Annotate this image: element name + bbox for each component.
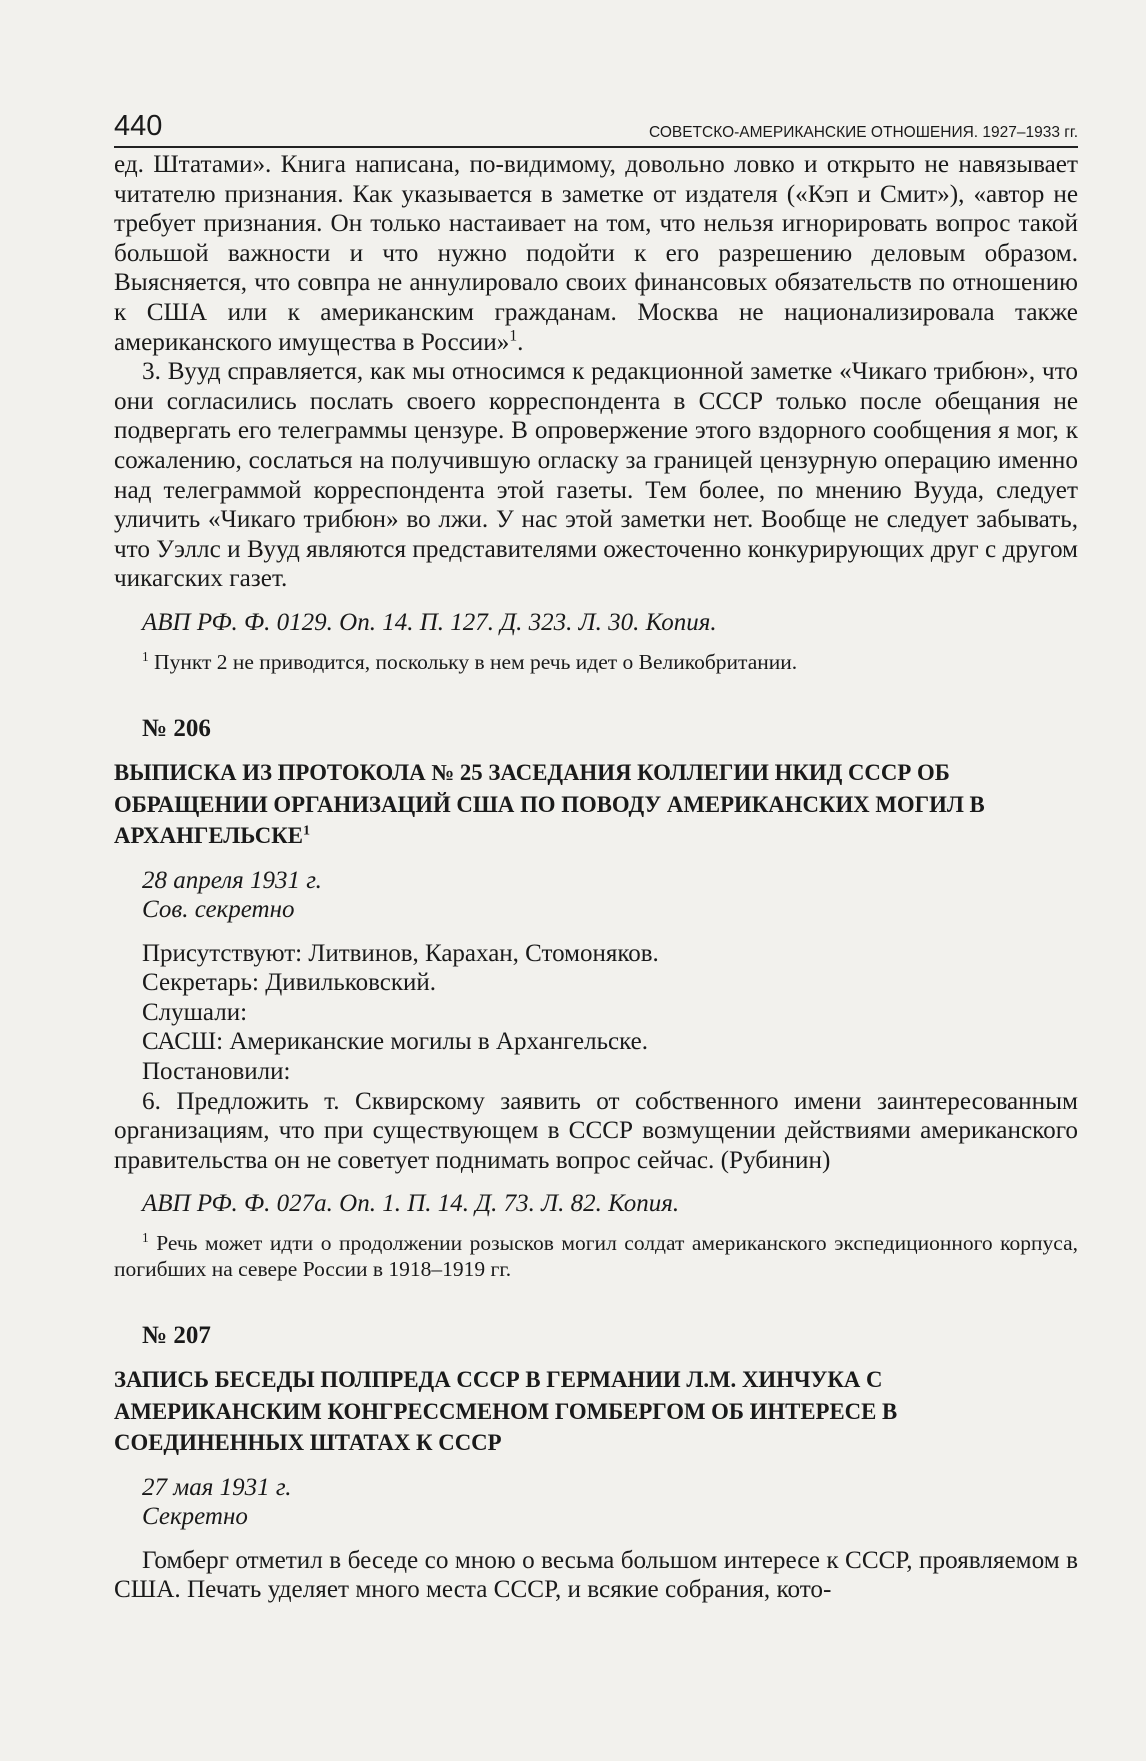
document-date-206: 28 апреля 1931 г. [142, 866, 322, 894]
resolution-text: 6. Предложить т. Сквирскому заявить от собственного имени заинтересованным организациям, что при существующем в СССР возмущении действиями американского правительства он не советует поднимать вопрос сейчас. (Рубинин) [114, 1087, 1078, 1174]
document-number-206: № 206 [142, 715, 211, 742]
classification-206: Сов. секретно [142, 896, 295, 924]
doc207-paragraph-1: Гомберг отметил в беседе со мною о весьма большом интересе к СССР, проявляемом в США. Печать уделяет много места СССР, и всякие собрания, кото- [114, 1546, 1078, 1604]
page-number: 440 [114, 110, 163, 142]
present-line: Присутствуют: Литвинов, Карахан, Стомоняков. [142, 939, 659, 967]
heard-item: САСШ: Американские могилы в Архангельске. [142, 1028, 648, 1056]
footnote: $^1$ Речь может идти о продолжении розысков могил солдат американского экспедиционного корпуса, погибших на севере России в 1918–1919 гг. [114, 1229, 1078, 1281]
archive-reference: АВП РФ. Ф. 027а. Оп. 1. П. 14. Д. 73. Л. 82. Копия. [142, 1190, 680, 1218]
intro-paragraph-1: ед. Штатами». Книга написана, по-видимому, довольно ловко и открыто не навязывает читателю признания. Как указывается в заметке от издателя («Кэп и Смит»), «автор не требует признания. Он только настаивает на том, что нельзя игнорировать вопрос такой большой важности и что нужно подойти к его разрешению деловым образом. Выясняется, что совпра не аннулировало своих финансовых обязательств по отношению к США или к американским гражданам. Москва не национализировала также американского имущества в России»$^1$. [114, 151, 1078, 356]
secretary-line: Секретарь: Дивильковский. [142, 969, 437, 997]
archive-reference: АВП РФ. Ф. 0129. Оп. 14. П. 127. Д. 323. Л. 30. Копия. [142, 608, 717, 636]
footnote-mark: 1 [142, 648, 149, 664]
footnote-mark: 1 [142, 1229, 149, 1245]
footnote-ref: 1 [302, 822, 310, 839]
document-title-206: ВЫПИСКА ИЗ ПРОТОКОЛА № 25 ЗАСЕДАНИЯ КОЛЛЕГИИ НКИД СССР ОБ ОБРАЩЕНИИ ОРГАНИЗАЦИЙ США ПО ПОВОДУ АМЕРИКАНСКИХ МОГИЛ В АРХАНГЕЛЬСКЕ$^1$ [114, 760, 985, 848]
running-title: СОВЕТСКО-АМЕРИКАНСКИЕ ОТНОШЕНИЯ. 1927–1933 гг. [648, 124, 1078, 141]
page-content [114, 150, 1078, 1605]
intro-paragraph-2: 3. Вууд справляется, как мы относимся к редакционной заметке «Чикаго трибюн», что они согласились послать своего корреспондента в СССР только после обещания не подвергать его телеграммы цензуре. В опровержение этого вздорного сообщения я мог, к сожалению, сослаться на получившую огласку за границей цензурную операцию именно над телеграммой корреспондента этой газеты. Тем более, по мнению Вууда, следует уличить «Чикаго трибюн» во лжи. У нас этой заметки нет. Вообще не следует забывать, что Уэллс и Вууд являются представителями ожесточенно конкурирующих друг с другом чикагских газет. [114, 358, 1078, 593]
resolved-label: Постановили: [142, 1058, 291, 1086]
footnote: $^1$ Пункт 2 не приводится, поскольку в нем речь идет о Великобритании. [142, 648, 798, 674]
heard-label: Слушали: [142, 998, 248, 1026]
running-header [114, 110, 1078, 148]
document-date-207: 27 мая 1931 г. [142, 1473, 292, 1501]
document-title-207: ЗАПИСЬ БЕСЕДЫ ПОЛПРЕДА СССР В ГЕРМАНИИ Л.М. ХИНЧУКА С АМЕРИКАНСКИМ КОНГРЕССМЕНОМ ГОМБЕРГОМ ОБ ИНТЕРЕСЕ В СОЕДИНЕННЫХ ШТАТАХ К СССР [114, 1367, 898, 1456]
footnote-ref: 1 [509, 327, 518, 345]
document-number-207: № 207 [142, 1322, 211, 1350]
classification-207: Секретно [142, 1503, 248, 1531]
